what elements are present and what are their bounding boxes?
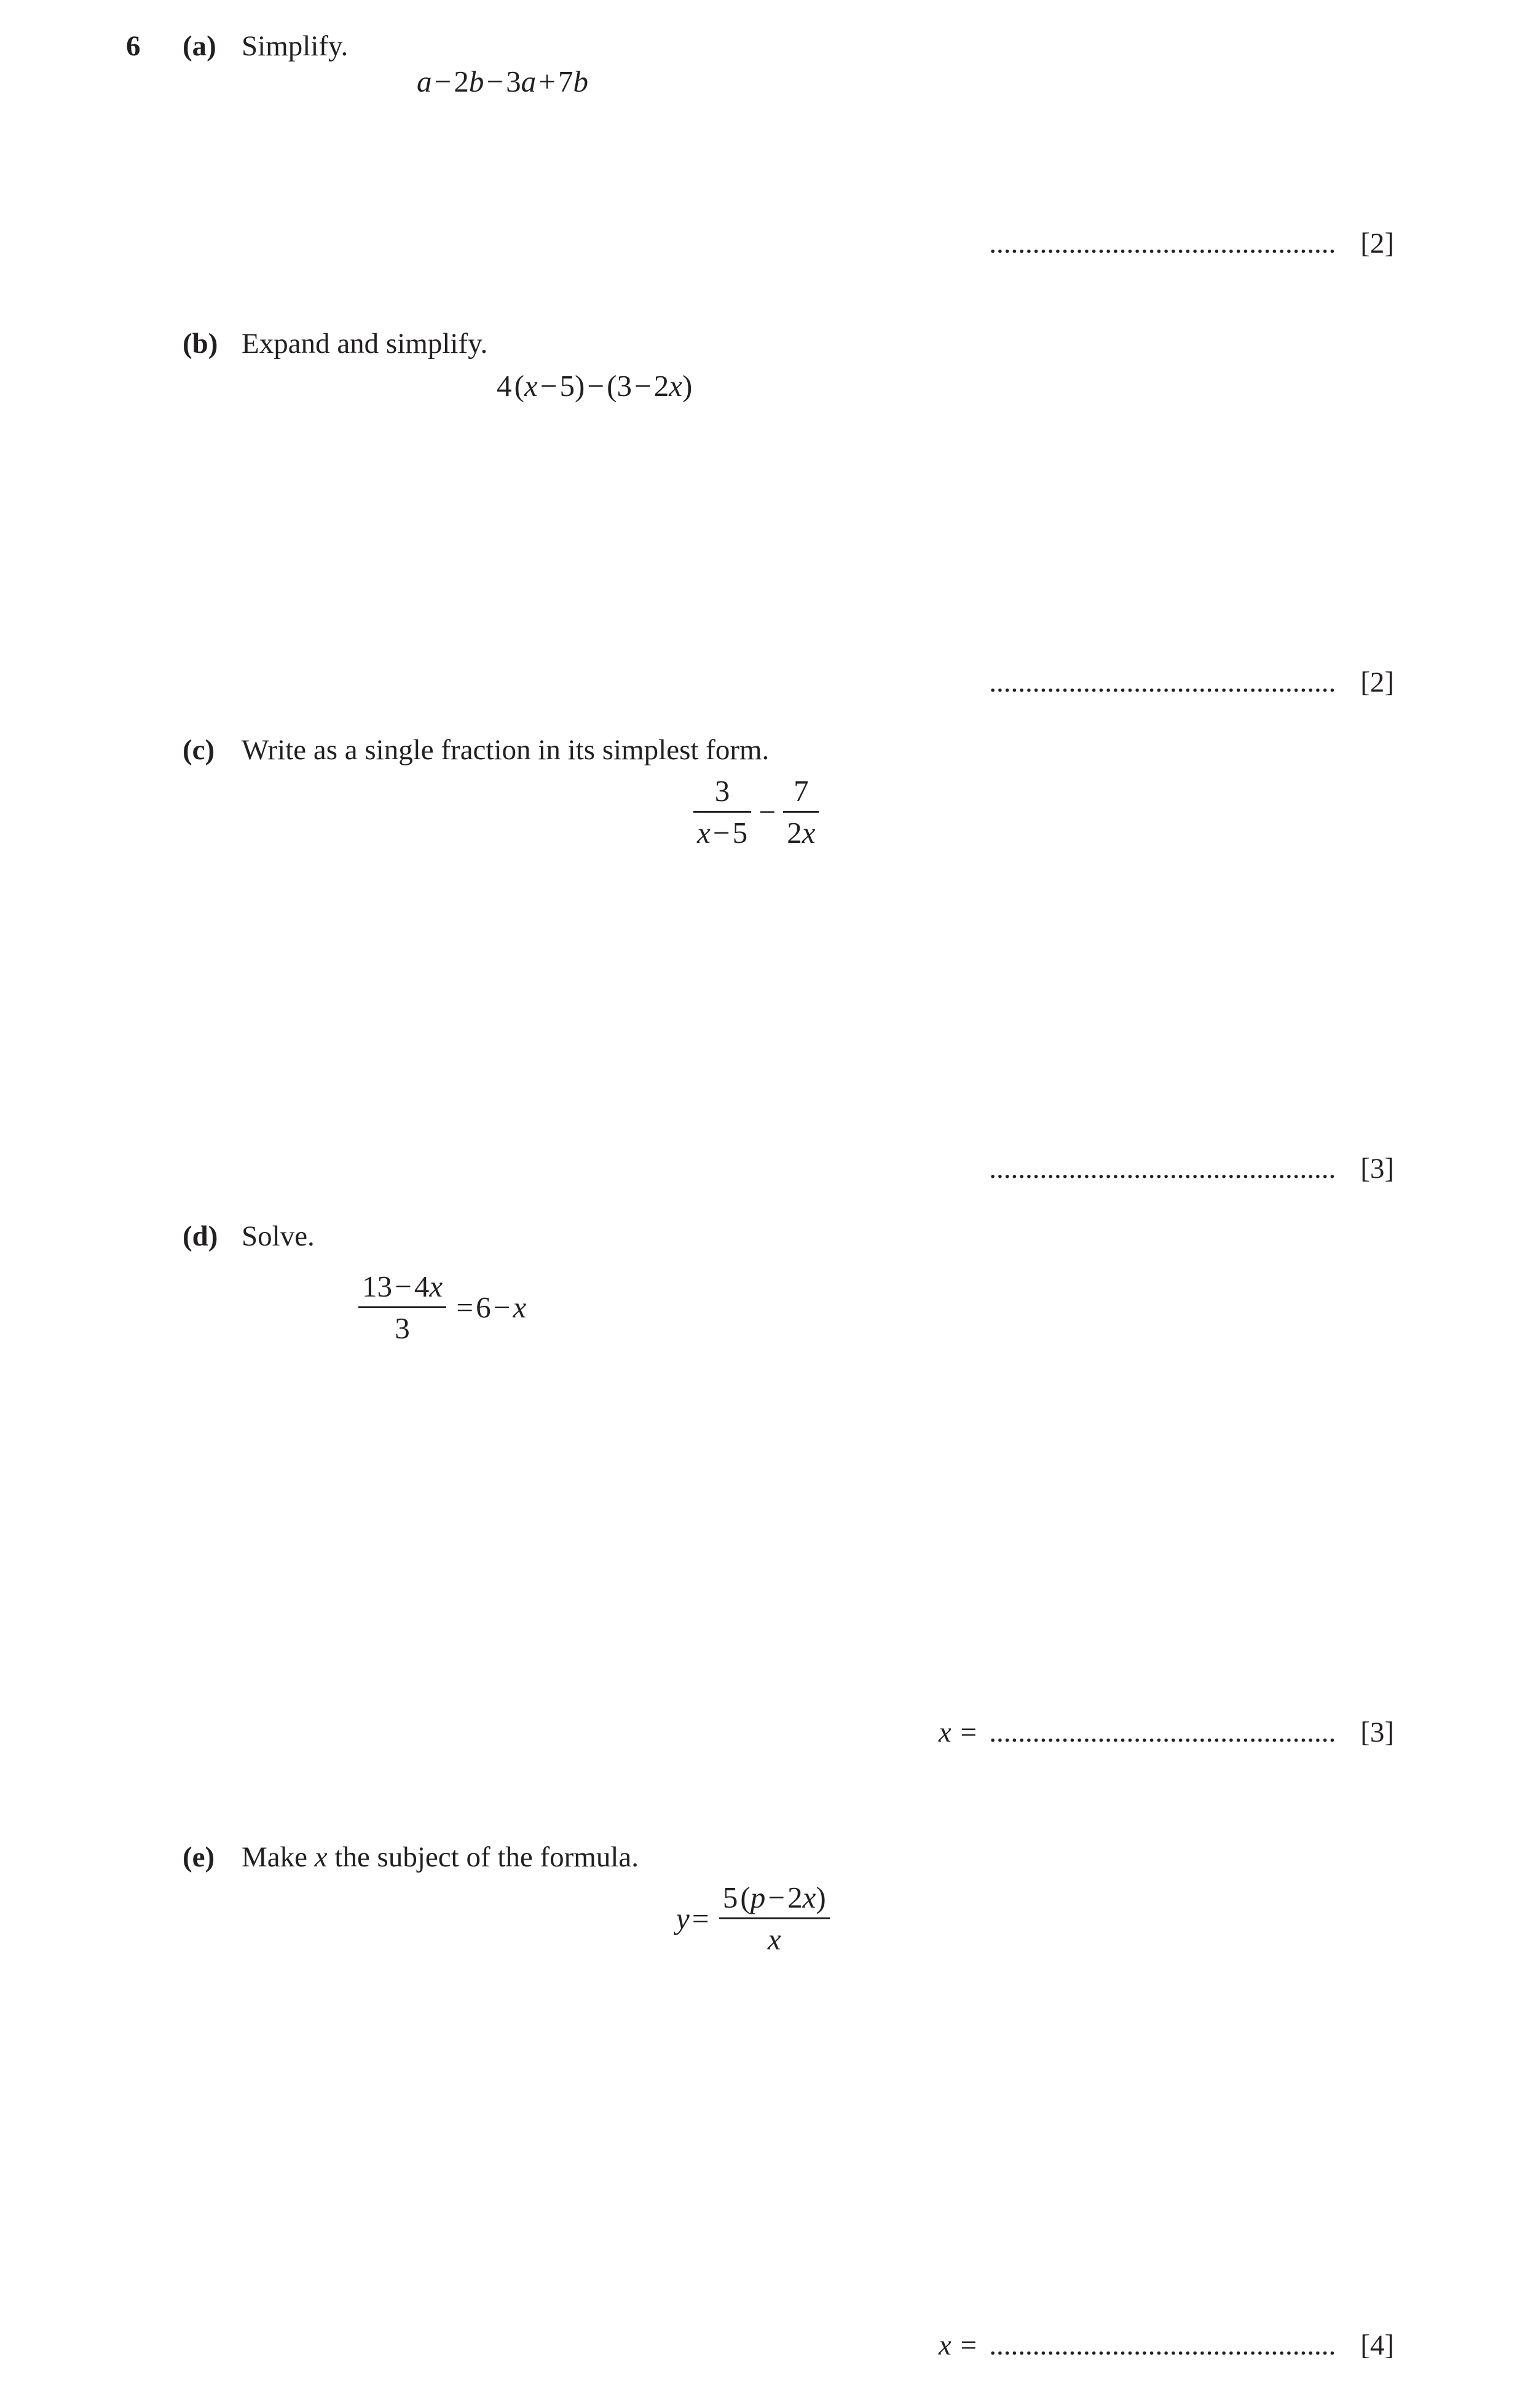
part-d-instruction: Solve. (242, 1220, 315, 1252)
part-c-marks: [3] (1360, 1153, 1394, 1185)
part-d-label: (d) (183, 1220, 218, 1252)
part-e-formula: y = $\frac{5 (p - 2x)}{x}$ (676, 1882, 830, 1954)
part-b-instruction: Expand and simplify. (242, 328, 488, 360)
part-b-expression: 4 (x − 5) − (3 − 2x) (497, 369, 693, 403)
part-a-answer-line[interactable] (989, 229, 1394, 258)
part-e-label: (e) (183, 1841, 215, 1873)
fraction-2: $\frac{7}{2x}$ (783, 776, 819, 848)
part-a-label: (a) (183, 30, 216, 62)
part-c-answer-line[interactable] (989, 1155, 1394, 1183)
part-e-instruction (242, 1843, 639, 1872)
part-e-answer-prefix: x = (938, 2329, 979, 2361)
part-c-expression: $\frac{3}{x - 5}$ − $\frac{7}{2x}$ (693, 776, 819, 848)
answer-dots: ................................................ (989, 666, 1336, 698)
part-c-instruction: Write as a single fraction in its simplest form. (242, 734, 770, 766)
part-e-marks: [4] (1360, 2329, 1394, 2361)
part-e-instruction-pre: Make (242, 1841, 308, 1873)
part-b-label: (b) (183, 328, 218, 360)
answer-dots: ................................................ (989, 1716, 1336, 1748)
part-c-label: (c) (183, 734, 215, 766)
part-d-answer-line[interactable] (939, 1718, 1394, 1747)
answer-dots: ................................................ (989, 1153, 1336, 1185)
part-a-instruction: Simplify. (242, 30, 349, 62)
part-b-marks: [2] (1360, 666, 1394, 698)
part-a-expression: a − 2b − 3a + 7b (417, 65, 588, 98)
fraction-rhs: $\frac{5 (p - 2x)}{x}$ (719, 1882, 830, 1954)
part-d-marks: [3] (1360, 1716, 1394, 1748)
part-d-equation: $\frac{13 - 4x}{3}$ = 6 − x (358, 1271, 526, 1343)
part-b-answer-line[interactable] (989, 668, 1394, 697)
answer-dots: ................................................ (989, 2329, 1336, 2361)
fraction-1: $\frac{3}{x - 5}$ (693, 776, 751, 848)
part-e-instruction-var: x (314, 1841, 328, 1873)
question-number: 6 (126, 30, 141, 62)
part-e-answer-line[interactable] (939, 2331, 1394, 2360)
part-a-marks: [2] (1360, 227, 1394, 259)
part-e-instruction-post: the subject of the formula. (334, 1841, 639, 1873)
fraction-lhs: $\frac{13 - 4x}{3}$ (358, 1271, 446, 1343)
answer-dots: ................................................ (989, 227, 1336, 259)
part-d-answer-prefix: x = (938, 1716, 979, 1748)
